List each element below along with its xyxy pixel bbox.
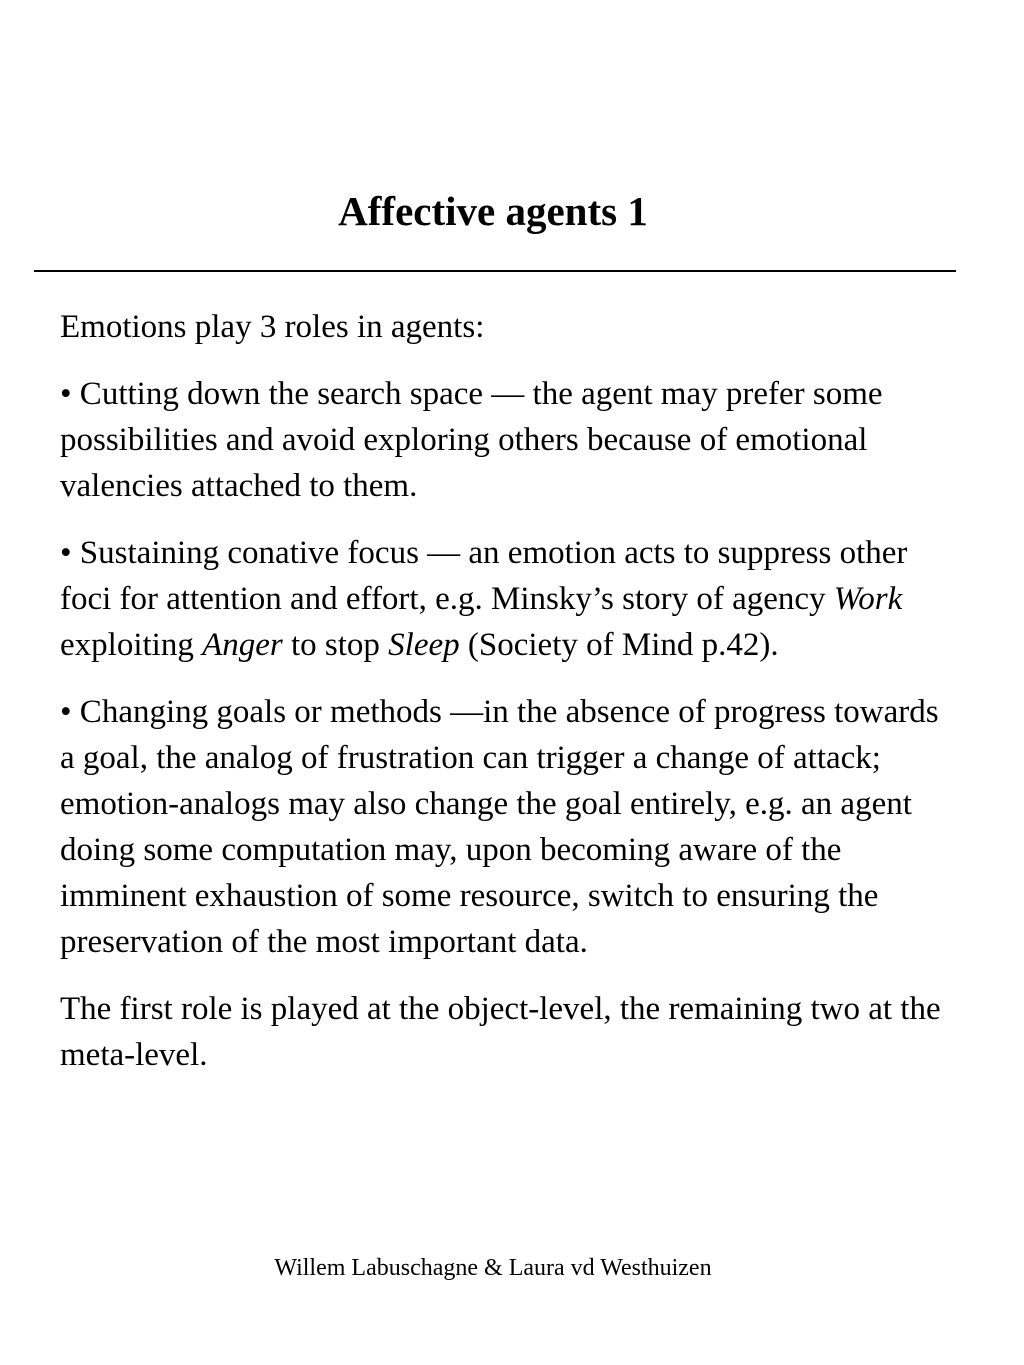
bullet-conative-focus-text-3: to stop <box>282 627 389 663</box>
agency-sleep: Sleep <box>388 627 460 663</box>
conclusion-text: The first role is played at the object-level, the remaining two at the meta-level. <box>60 991 941 1073</box>
bullet-conative-focus-text-4: (Society of Mind p.42). <box>459 627 779 663</box>
agency-work: Work <box>833 581 903 617</box>
bullet-conative-focus-text-2: exploiting <box>60 627 203 663</box>
bullet-conative-focus-text-1: • Sustaining conative focus — an emotion acts to suppress other foci for attention and effort, e.g. Minsky’s story of agency <box>60 535 908 617</box>
bullet-changing-goals: • Changing goals or methods —in the absence of progress towards a goal, the analog of frustration can trigger a change of attack; emotion-analogs may also change the goal entirely, e.g. an agent doing some computation may, upon becoming aware of the imminent exhaustion of some resource, switch to ensuring the preservation of the most important data. <box>60 694 939 960</box>
title-divider <box>34 270 956 272</box>
agency-anger: Anger <box>202 627 283 663</box>
slide-title: Affective agents 1 <box>338 188 648 234</box>
slide-footer: Willem Labuschagne & Laura vd Westhuizen <box>274 1255 712 1281</box>
bullet-search-space: • Cutting down the search space — the agent may prefer some possibilities and avoid exploring others because of emotional valencies attached to them. <box>60 376 883 504</box>
bullet-conative-focus <box>60 530 960 668</box>
intro-text: Emotions play 3 roles in agents: <box>60 309 485 345</box>
slide-body <box>60 304 960 1078</box>
